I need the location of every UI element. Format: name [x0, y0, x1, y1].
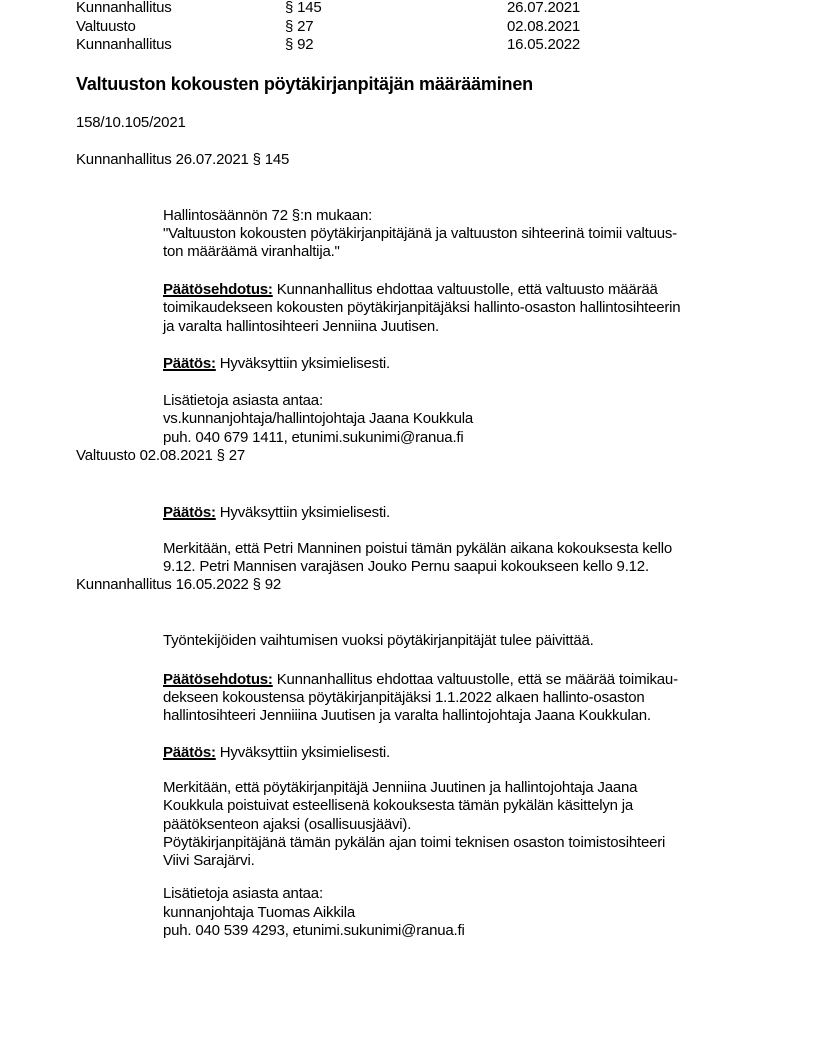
meeting-table-section: [285, 18, 313, 36]
paragraph-line-text: toimikaudekseen kokousten pöytäkirjanpitäjäksi hallinto-osaston hallintosihteerin: [163, 299, 681, 316]
paragraph-line: [163, 207, 372, 225]
paragraph-line-label: Päätös:: [163, 504, 216, 521]
diary-number: [76, 114, 186, 132]
paragraph-line: [163, 410, 473, 428]
paragraph-line: [163, 689, 645, 707]
paragraph-line-text: "Valtuuston kokousten pöytäkirjanpitäjänä ja valtuuston sihteerinä toimii valtuus-: [163, 225, 677, 242]
paragraph-line: [163, 834, 665, 852]
diary-number-text: 158/10.105/2021: [76, 114, 186, 131]
paragraph-line-text: päätöksenteon ajaksi (osallisuusjäävi).: [163, 816, 412, 833]
paragraph-line: [163, 243, 340, 261]
paragraph-line-text: vs.kunnanjohtaja/hallintojohtaja Jaana Koukkula: [163, 410, 473, 427]
paragraph-line: [163, 558, 649, 576]
paragraph-line: [163, 299, 680, 317]
paragraph-line-text: Hallintosäännön 72 §:n mukaan:: [163, 207, 373, 224]
paragraph-line: [163, 318, 439, 336]
paragraph-line: [163, 744, 390, 762]
meeting-table-body: [76, 0, 172, 17]
meeting-table-section-text: § 92: [285, 36, 314, 54]
meeting-table-body: [76, 18, 136, 36]
paragraph-line-label: Päätös:: [163, 355, 216, 372]
meeting-table-date: [507, 36, 580, 54]
paragraph-line-label: Päätös:: [163, 744, 216, 761]
meeting-table-date: [507, 0, 580, 17]
meeting-table-section-text: § 145: [285, 0, 322, 16]
paragraph-line: [163, 225, 677, 243]
meeting-table-date-text: 16.05.2022: [507, 36, 581, 54]
meeting-table-section: [285, 36, 313, 54]
section-heading: [76, 151, 289, 169]
section-heading: [76, 447, 245, 465]
paragraph-line-text: Merkitään, että pöytäkirjanpitäjä Jenniina Juutinen ja hallintojohtaja Jaana: [163, 779, 638, 796]
paragraph-line-text: Kunnanhallitus ehdottaa valtuustolle, että se määrää toimikau-: [276, 671, 678, 688]
paragraph-line-text: puh. 040 679 1411, etunimi.sukunimi@ranua.fi: [163, 429, 464, 446]
meeting-table-body-text: Kunnanhallitus: [76, 0, 172, 16]
meeting-table-date: [507, 18, 580, 36]
paragraph-line: [163, 392, 323, 410]
paragraph-line-text: Merkitään, että Petri Manninen poistui tämän pykälän aikana kokouksesta kello: [163, 540, 673, 557]
paragraph-line-text: Hyväksyttiin yksimielisesti.: [219, 744, 391, 761]
paragraph-line: [163, 707, 651, 725]
paragraph-line-text: Kunnanhallitus ehdottaa valtuustolle, että valtuusto määrää: [276, 281, 658, 298]
paragraph-line-text: Pöytäkirjanpitäjänä tämän pykälän ajan toimi teknisen osaston toimistosihteeri: [163, 834, 666, 851]
paragraph-line: [163, 904, 355, 922]
paragraph-line-text: Lisätietoja asiasta antaa:: [163, 392, 323, 409]
paragraph-line: [163, 852, 255, 870]
meeting-table-body-text: Valtuusto: [76, 17, 136, 35]
meeting-table-body-text: Kunnanhallitus: [76, 36, 172, 54]
document-title: Valtuuston kokousten pöytäkirjanpitäjän määrääminen: [76, 74, 533, 94]
section-heading-text: Kunnanhallitus 26.07.2021 § 145: [76, 151, 290, 168]
paragraph-line-text: Lisätietoja asiasta antaa:: [163, 885, 323, 902]
meeting-table-body: [76, 36, 172, 54]
paragraph-line-text: Viivi Sarajärvi.: [163, 852, 255, 869]
paragraph-line: [163, 816, 411, 834]
paragraph-line-text: dekseen kokoustensa pöytäkirjanpitäjäksi 1.1.2022 alkaen hallinto-osaston: [163, 689, 645, 706]
paragraph-line: [163, 632, 594, 650]
section-heading: [76, 576, 281, 594]
paragraph-line: [163, 671, 678, 689]
paragraph-line-text: puh. 040 539 4293, etunimi.sukunimi@ranua.fi: [163, 922, 465, 939]
paragraph-line-text: ja varalta hallintosihteeri Jenniina Juutisen.: [163, 318, 439, 335]
paragraph-line-text: Hyväksyttiin yksimielisesti.: [219, 504, 391, 521]
paragraph-line-label: Päätösehdotus:: [163, 671, 273, 688]
paragraph-line-text: Hyväksyttiin yksimielisesti.: [219, 355, 391, 372]
paragraph-line-text: hallintosihteeri Jenniiina Juutisen ja varalta hallintojohtaja Jaana Koukkulan.: [163, 707, 651, 724]
paragraph-line: [163, 885, 323, 903]
meeting-table-date-text: 02.08.2021: [507, 17, 581, 35]
paragraph-line: [163, 797, 633, 815]
section-heading-text: Kunnanhallitus 16.05.2022 § 92: [76, 576, 282, 593]
paragraph-line: [163, 779, 637, 797]
section-heading-text: Valtuusto 02.08.2021 § 27: [76, 447, 246, 464]
meeting-table-date-text: 26.07.2021: [507, 0, 581, 16]
meeting-table-section: [285, 0, 322, 17]
paragraph-line: [163, 540, 672, 558]
paragraph-line-text: Koukkula poistuivat esteellisenä kokouksesta tämän pykälän käsittelyn ja: [163, 797, 634, 814]
paragraph-line-text: kunnanjohtaja Tuomas Aikkila: [163, 904, 356, 921]
paragraph-line: [163, 355, 390, 373]
paragraph-line-text: ton määräämä viranhaltija.": [163, 243, 340, 260]
paragraph-line: [163, 429, 464, 447]
paragraph-line-text: 9.12. Petri Mannisen varajäsen Jouko Pernu saapui kokoukseen kello 9.12.: [163, 558, 649, 575]
paragraph-line-text: Työntekijöiden vaihtumisen vuoksi pöytäkirjanpitäjät tulee päivittää.: [163, 632, 594, 649]
paragraph-line: [163, 922, 465, 940]
paragraph-line: [163, 504, 390, 522]
meeting-table-section-text: § 27: [285, 17, 314, 35]
paragraph-line-label: Päätösehdotus:: [163, 281, 273, 298]
paragraph-line: [163, 281, 658, 299]
